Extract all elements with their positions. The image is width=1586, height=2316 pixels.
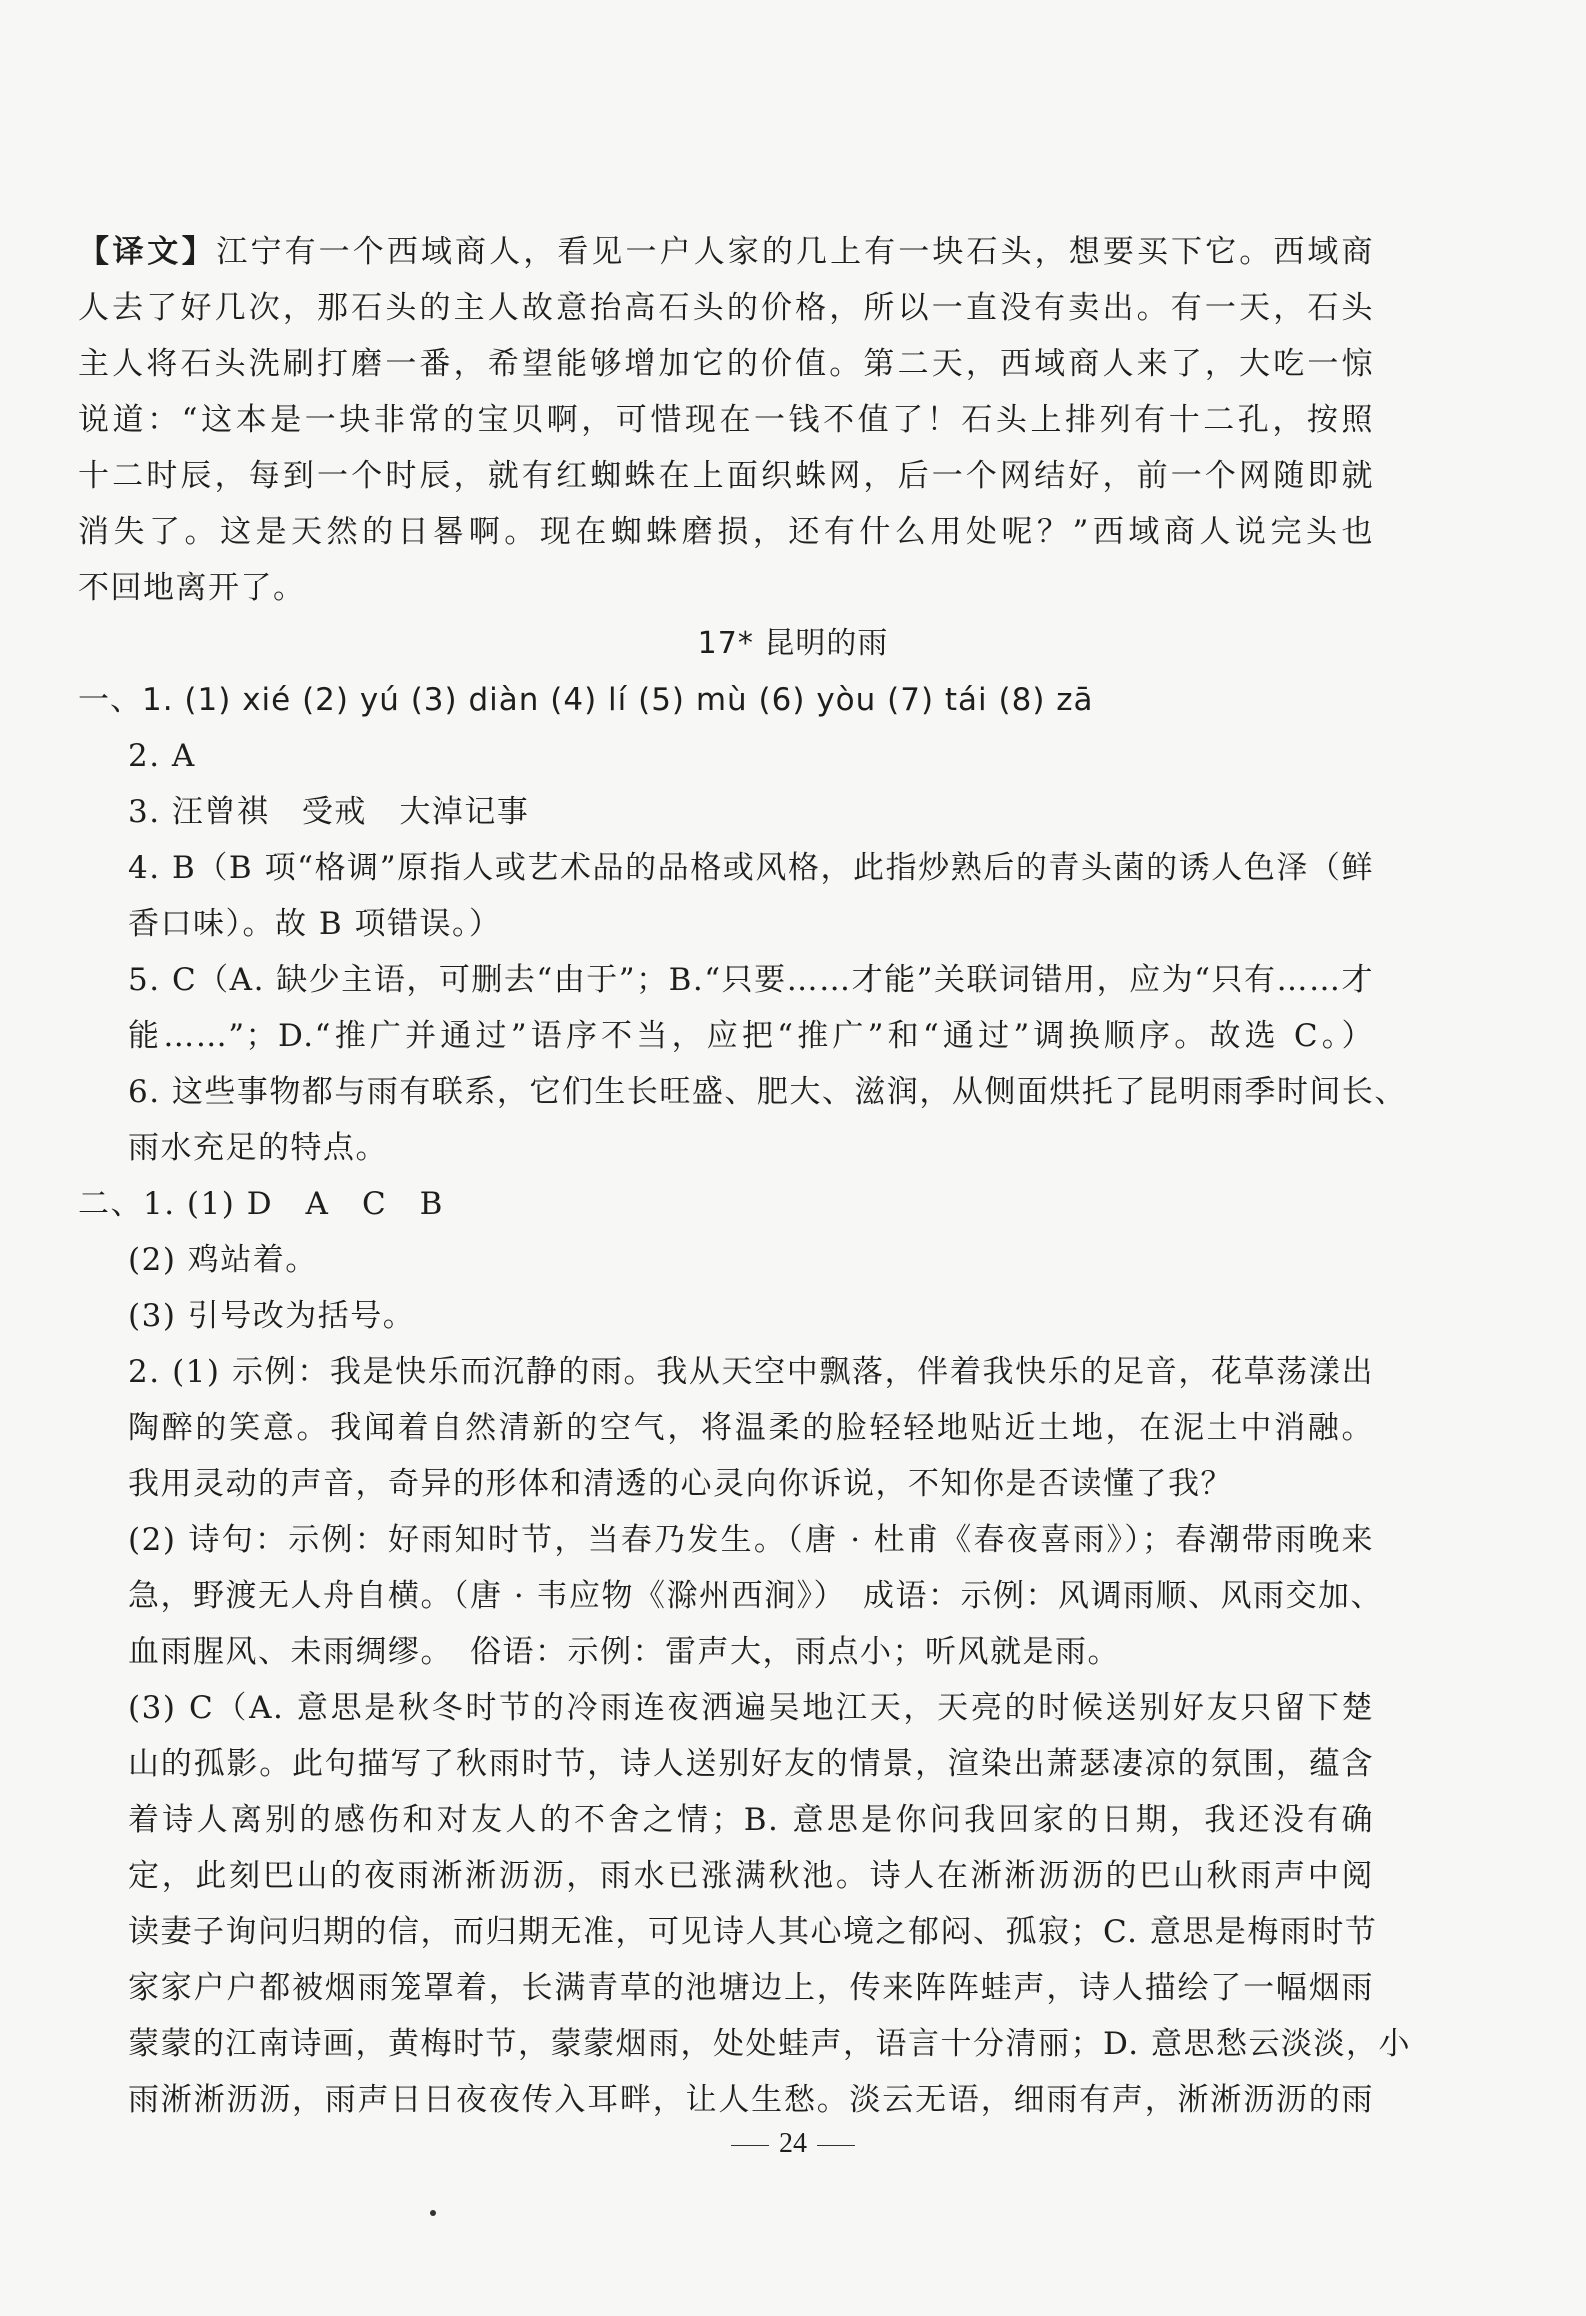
answer-line-13: 2. (1) 示例：我是快乐而沉静的雨。我从天空中飘落，伴着我快乐的足音，花草荡漾出 [128,1354,1374,1390]
answer-line-4: 4. B（B 项“格调”原指人或艺术品的品格或风格，此指炒熟后的青头菌的诱人色泽（鲜 [128,850,1374,886]
answer-line-10: 二、1. (1) D A C B [78,1186,444,1222]
answer-line-15: 我用灵动的声音，奇异的形体和清透的心灵向你诉说，不知你是否读懂了我？ [128,1466,1233,1502]
translation-text: 江宁有一个西域商人，看见一户人家的几上有一块石头，想要买下它。西域商 [216,234,1375,270]
answer-line-23: 读妻子询问归期的信，而归期无准，可见诗人其心境之郁闷、孤寂；C. 意思是梅雨时节 [128,1914,1378,1950]
answer-line-22: 定，此刻巴山的夜雨淅淅沥沥，雨水已涨满秋池。诗人在淅淅沥沥的巴山秋雨声中阅 [128,1858,1374,1894]
answer-line-26: 雨淅淅沥沥，雨声日日夜夜传入耳畔，让人生愁。淡云无语，细雨有声，淅淅沥沥的雨 [128,2082,1374,2118]
answer-line-9: 雨水充足的特点。 [128,1130,388,1166]
answer-line-21: 着诗人离别的感伤和对友人的不舍之情；B. 意思是你问我回家的日期，我还没有确 [128,1802,1374,1838]
answer-line-24: 家家户户都被烟雨笼罩着，长满青草的池塘边上，传来阵阵蛙声，诗人描绘了一幅烟雨 [128,1970,1374,2006]
translation-line-7: 不回地离开了。 [78,570,306,606]
answer-line-8: 6. 这些事物都与雨有联系，它们生长旺盛、肥大、滋润，从侧面烘托了昆明雨季时间长、 [128,1074,1407,1110]
footer-dash-right [817,2145,855,2146]
translation-line-5: 十二时辰，每到一个时辰，就有红蜘蛛在上面织蛛网，后一个网结好，前一个网随即就 [78,458,1374,494]
scan-speck [430,2210,436,2216]
page-number-text: 24 [779,2128,807,2159]
translation-line-2: 人去了好几次，那石头的主人故意抬高石头的价格，所以一直没有卖出。有一天，石头 [78,290,1374,326]
answer-line-12: (3) 引号改为括号。 [128,1298,416,1334]
answer-line-11: (2) 鸡站着。 [128,1242,318,1278]
answer-line-7: 能……”；D.“推广并通过”语序不当，应把“推广”和“通过”调换顺序。故选 C。） [128,1018,1374,1054]
answer-line-17: 急，野渡无人舟自横。（唐 · 韦应物《滁州西涧》） 成语：示例：风调雨顺、风雨交加、 [128,1578,1384,1614]
translation-line-4: 说道：“这本是一块非常的宝贝啊，可惜现在一钱不值了！石头上排列有十二孔，按照 [78,402,1374,438]
answer-line-19: (3) C（A. 意思是秋冬时节的冷雨连夜洒遍吴地江天，天亮的时候送别好友只留下楚 [128,1690,1374,1726]
answer-line-3: 3. 汪曾祺 受戒 大淖记事 [128,794,530,830]
answer-line-14: 陶醉的笑意。我闻着自然清新的空气，将温柔的脸轻轻地贴近土地，在泥土中消融。 [128,1410,1374,1446]
translation-line-6: 消失了。这是天然的日晷啊。现在蜘蛛磨损，还有什么用处呢？”西域商人说完头也 [78,514,1374,550]
answer-line-18: 血雨腥风、未雨绸缪。 俗语：示例：雷声大，雨点小；听风就是雨。 [128,1634,1120,1670]
page-number [0,2126,1586,2162]
footer-dash-left [731,2145,769,2146]
translation-line-3: 主人将石头洗刷打磨一番，希望能够增加它的价值。第二天，西域商人来了，大吃一惊 [78,346,1374,382]
translation-tag: 【译文】 [78,234,217,270]
answer-line-16: (2) 诗句：示例：好雨知时节，当春乃发生。（唐 · 杜甫《春夜喜雨》）；春潮带雨晚来 [128,1522,1374,1558]
translation-line-1 [78,232,1374,272]
answer-line-5: 香口味）。故 B 项错误。） [128,906,502,942]
answer-line-2: 2. A [128,738,196,774]
answer-line-6: 5. C（A. 缺少主语，可删去“由于”；B.“只要……才能”关联词错用，应为“只有……才 [128,962,1374,998]
answer-line-25: 蒙蒙的江南诗画，黄梅时节，蒙蒙烟雨，处处蛙声，语言十分清丽；D. 意思愁云淡淡，小 [128,2026,1411,2062]
answer-line-20: 山的孤影。此句描写了秋雨时节，诗人送别好友的情景，渲染出萧瑟凄凉的氛围，蕴含 [128,1746,1374,1782]
answer-line-1: 一、1. (1) xié (2) yú (3) diàn (4) lí (5) mù (6) yòu (7) tái (8) zā [78,682,1094,718]
section-title: 17* 昆明的雨 [697,626,889,661]
